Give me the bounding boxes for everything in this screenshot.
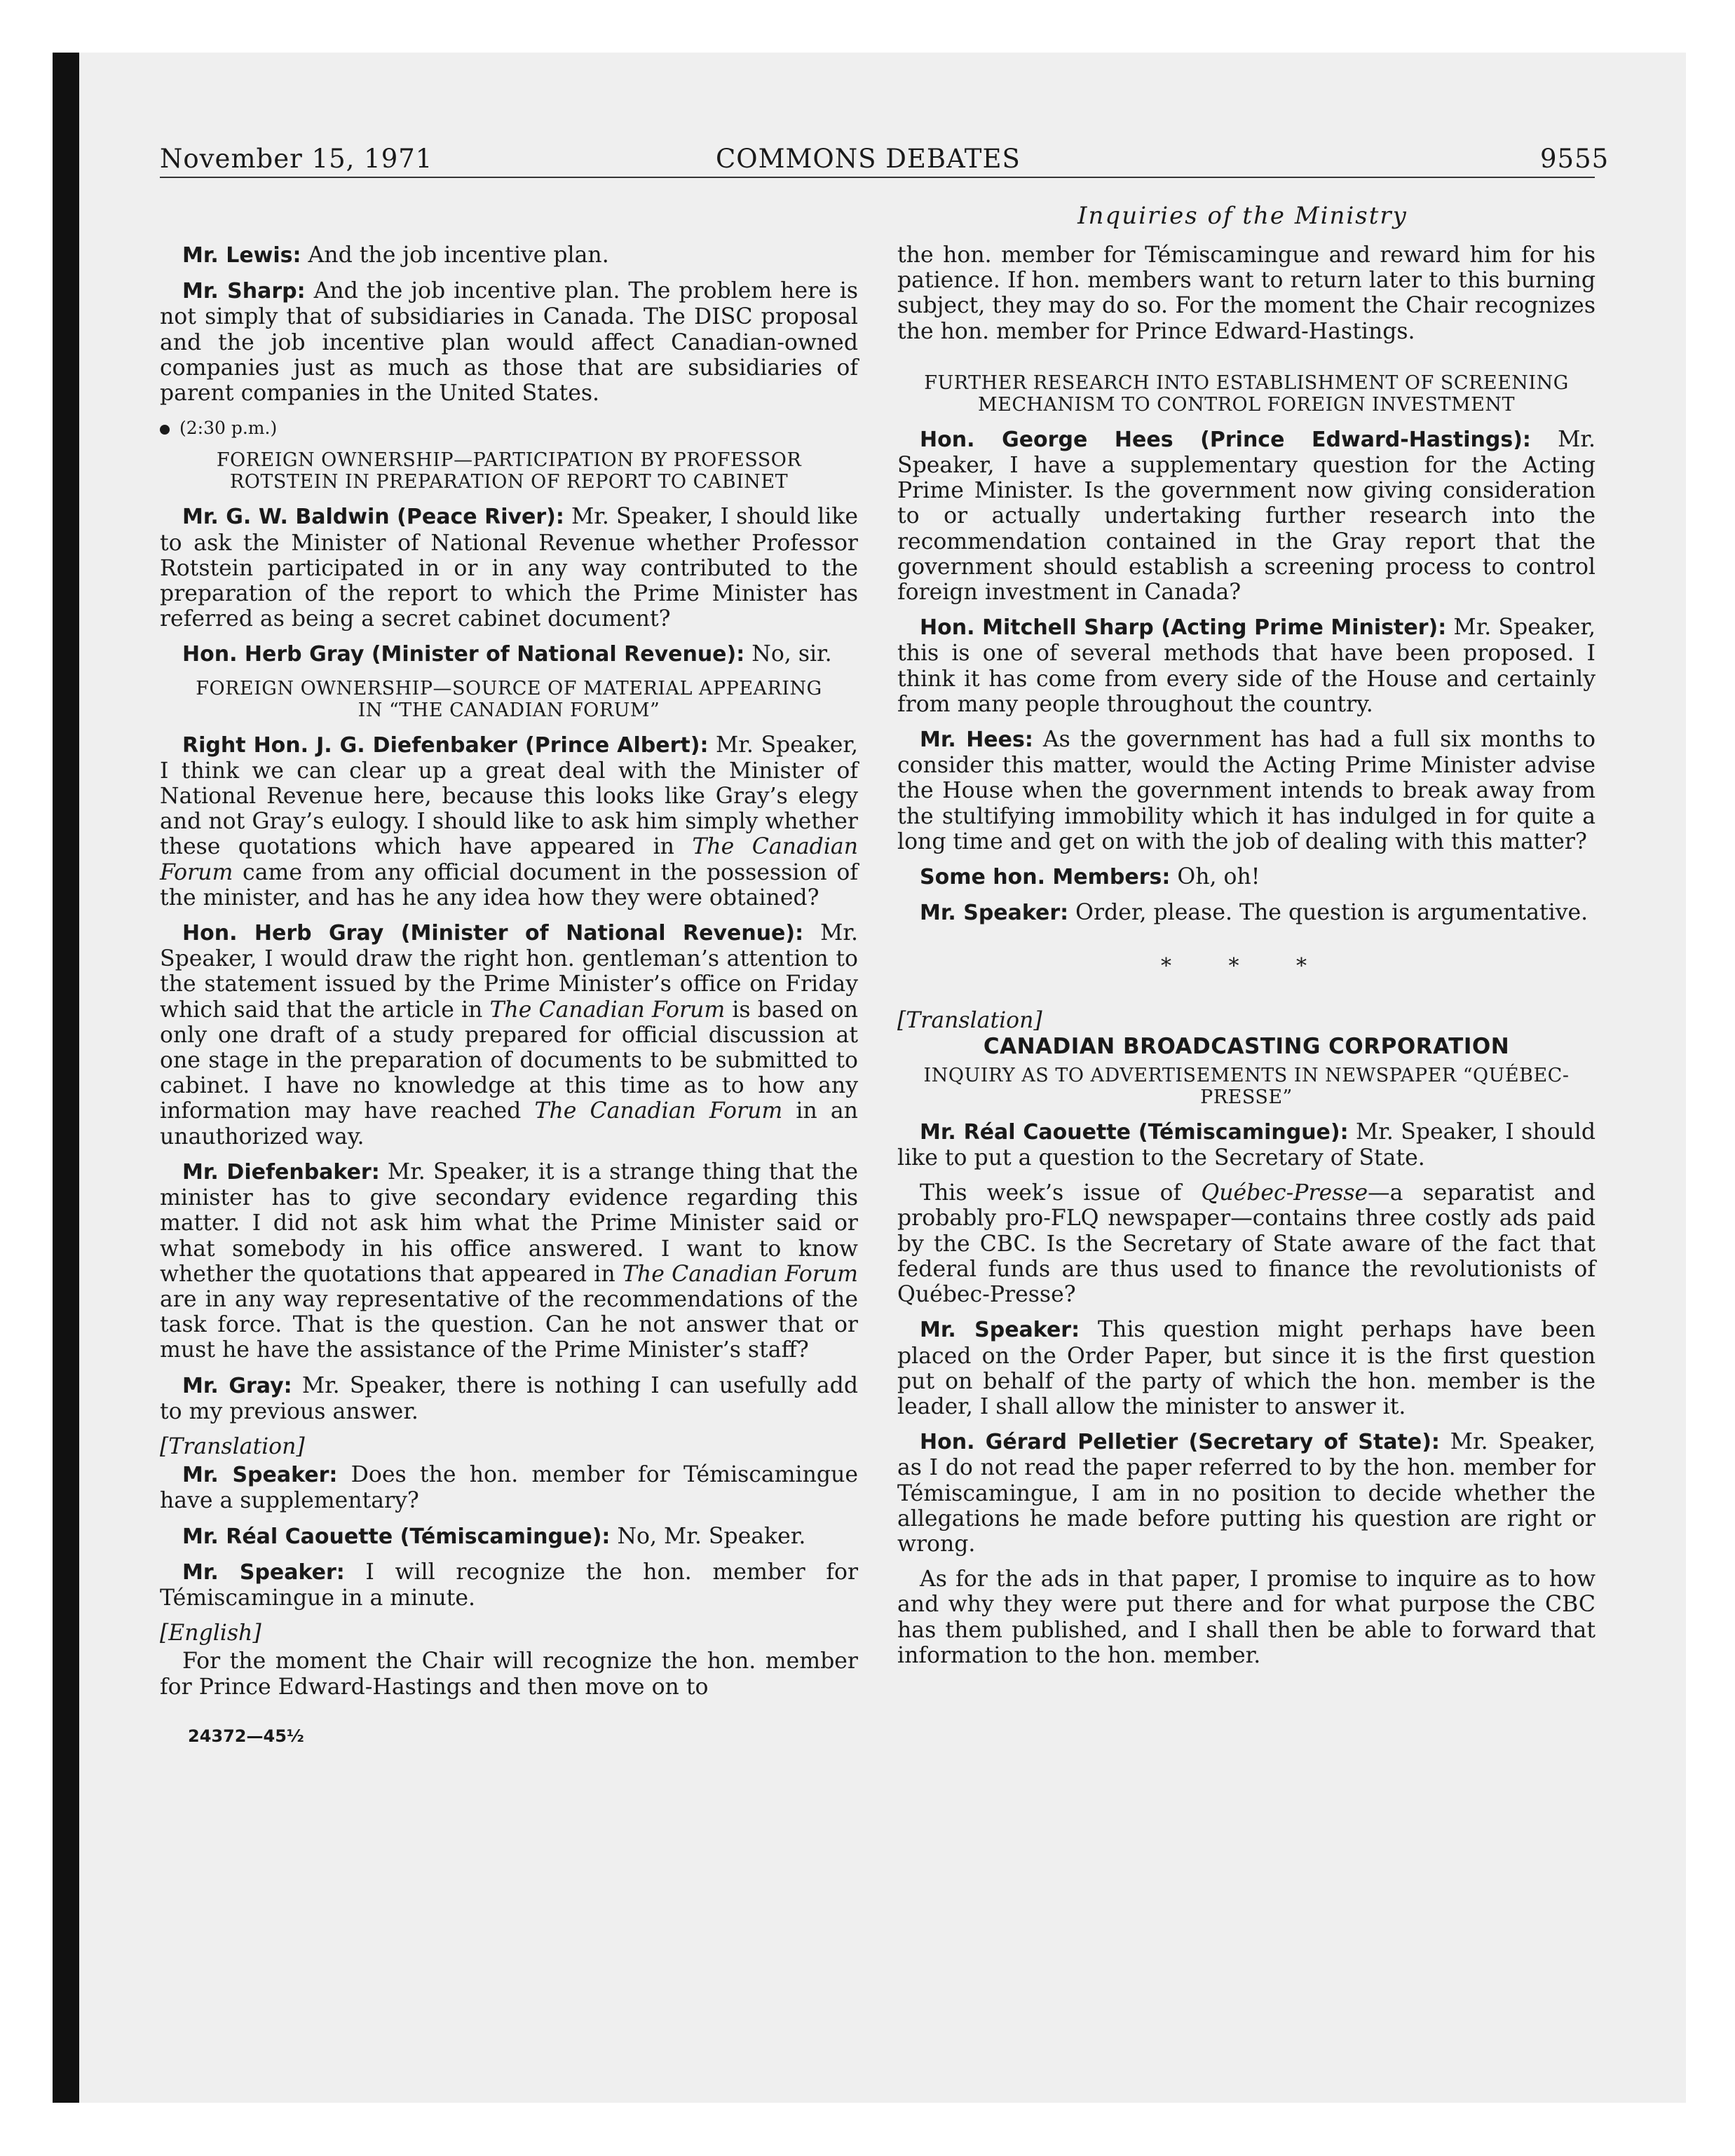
paragraph — [160, 243, 858, 268]
speaker-name: Mr. Speaker: — [182, 1560, 345, 1585]
speaker-name: Right Hon. J. G. Diefenbaker (Prince Albert): — [182, 732, 709, 758]
language-tag: [Translation] — [160, 1433, 305, 1459]
paragraph — [897, 1317, 1595, 1419]
paragraph — [160, 278, 858, 406]
speech-text: Mr. Speaker, this is one of several methods that have been proposed. I think it has come from every side of the House and certainly from many people throughout the country. — [897, 615, 1595, 717]
speaker-name: Hon. Gérard Pelletier (Secretary of State): — [920, 1430, 1440, 1455]
header-date: November 15, 1971 — [160, 144, 433, 174]
paragraph — [897, 727, 1595, 854]
publication-title: The Canadian Forum — [534, 1098, 783, 1124]
paragraph — [897, 864, 1595, 890]
publication-title: The Canadian Forum — [489, 997, 726, 1023]
paragraph — [160, 1462, 858, 1513]
header-page-number: 9555 — [1540, 144, 1610, 174]
speech-text: Mr. Speaker, I have a supplementary question for the Acting Prime Minister. Is the government now giving consideration to or actually undertaking further research into the recommendation contained in the Gray report that the government should establish a screening process to control foreign investment in Canada? — [897, 426, 1595, 606]
speaker-name: Mr. Sharp: — [182, 279, 306, 304]
speech-text: came from any official document in the possession of the minister, and has he any idea how they were obtained? — [160, 859, 858, 910]
speech-text: This week’s issue of — [920, 1180, 1202, 1206]
paragraph: the hon. member for Témiscamingue and reward him for his patience. If hon. members want to return later to this burning subject, they may do so. For the moment the Chair recognizes the hon. member for Prince Edward-Hastings. — [897, 243, 1595, 344]
speaker-name: Some hon. Members: — [920, 865, 1171, 890]
topic-heading: FURTHER RESEARCH INTO ESTABLISHMENT OF SCREENING MECHANISM TO CONTROL FOREIGN INVESTMENT — [924, 371, 1569, 416]
publication-title: Québec-Presse — [1201, 1180, 1368, 1206]
paragraph — [897, 427, 1595, 605]
speech-text: Mr. Speaker, it is a strange thing that the minister has to give secondary evidence regarding this matter. I did not ask him what the Prime Minister said or what somebody in his office answered. I want to know whether the quotations that appeared in — [160, 1159, 858, 1287]
speech-text: Mr. Speaker, there is nothing I can usefully add to my previous answer. — [160, 1372, 858, 1424]
paragraph — [160, 1524, 858, 1550]
paragraph — [160, 1159, 858, 1363]
paragraph: For the moment the Chair will recognize the hon. member for Prince Edward-Hastings and then move on to — [160, 1649, 858, 1700]
speech-text: Order, please. The question is argumentative. — [1068, 900, 1588, 926]
speech-text: in an unauthorized way. — [160, 1098, 858, 1149]
paragraph — [160, 1373, 858, 1424]
publication-title: The Canadian Forum — [622, 1261, 858, 1287]
speech-text: Does the hon. member for Témiscamingue have a supplementary? — [160, 1462, 859, 1514]
paragraph — [160, 732, 858, 910]
speaker-name: Hon. George Hees (Prince Edward-Hastings): — [920, 427, 1531, 452]
header-rule — [160, 177, 1595, 178]
paragraph — [160, 504, 858, 632]
paragraph — [160, 641, 858, 667]
binding-edge — [53, 53, 79, 2103]
language-tag: [Translation] — [897, 1007, 1042, 1033]
speech-text: Mr. Speaker, I should like to ask the Minister of National Revenue whether Professor Rotstein participated in or in any way contributed to the preparation of the report to which the Prime Minister has referred as being a secret cabinet document? — [160, 504, 858, 632]
paragraph — [897, 1180, 1595, 1307]
speaker-name: Hon. Herb Gray (Minister of National Revenue): — [182, 642, 745, 667]
speech-text: No, Mr. Speaker. — [610, 1523, 806, 1549]
speech-text: This question might perhaps have been placed on the Order Paper, but since it is the first question put on behalf of the party of which the hon. member is the leader, I shall allow the minister to answer it. — [897, 1317, 1595, 1419]
speech-text: As the government has had a full six months to consider this matter, would the Acting Prime Minister advise the House when the government intends to break away from the stultifying immobility which it has indulged in for quite a long time and get on with the job of dealing with this matter? — [897, 727, 1595, 854]
speaker-name: Mr. Gray: — [182, 1373, 292, 1398]
paragraph — [897, 1429, 1595, 1557]
speaker-name: Mr. Lewis: — [182, 243, 301, 268]
time-marker — [160, 416, 858, 441]
paragraph — [897, 615, 1595, 717]
speaker-name: Hon. Mitchell Sharp (Acting Prime Minister): — [920, 615, 1447, 641]
speech-text: Mr. Speaker, as I do not read the paper referred to by the hon. member for Témiscamingue, I am in no position to decide whether the allegations he made before putting his question are right or wrong. — [897, 1429, 1595, 1557]
speech-text: And the job incentive plan. The problem here is not simply that of subsidiaries in Canada. The DISC proposal and the job incentive plan would affect Canadian-owned companies just as much as those that are subsidiaries of parent companies in the United States. — [160, 278, 858, 407]
topic-heading: CANADIAN BROADCASTING CORPORATION — [983, 1033, 1510, 1059]
paragraph — [160, 1560, 858, 1611]
speaker-name: Mr. Speaker: — [182, 1463, 338, 1488]
bullet-icon — [160, 425, 170, 435]
speaker-name: Mr. Hees: — [920, 728, 1033, 753]
section-heading: Inquiries of the Ministry — [1077, 202, 1408, 230]
header-title: COMMONS DEBATES — [716, 144, 1021, 174]
topic-heading: FOREIGN OWNERSHIP—SOURCE OF MATERIAL APPEARING IN “THE CANADIAN FORUM” — [196, 677, 822, 721]
speaker-name: Hon. Herb Gray (Minister of National Revenue): — [182, 921, 804, 946]
section-separator: * * * — [1160, 954, 1333, 979]
right-column — [897, 243, 1595, 1678]
speech-text: are in any way representative of the recommendations of the task force. That is the question. Can he not answer that or must he have the assistance of the Prime Minister’s staff? — [160, 1286, 858, 1363]
paragraph — [897, 1119, 1595, 1171]
speech-text: Mr. Speaker, I think we can clear up a great deal with the Minister of National Revenue here, because this looks like Gray’s elegy and not Gray’s eulogy. I should like to ask him simply whether these quotations which have appeared in — [160, 732, 858, 860]
speech-text: And the job incentive plan. — [301, 243, 609, 268]
footer-code: 24372—45½ — [188, 1726, 304, 1746]
time-text: (2:30 p.m.) — [179, 418, 278, 439]
speech-text: Mr. Speaker, I should like to put a question to the Secretary of State. — [897, 1119, 1595, 1171]
speaker-name: Mr. Speaker: — [920, 901, 1069, 926]
language-tag: [English] — [160, 1621, 261, 1646]
speaker-name: Mr. G. W. Baldwin (Peace River): — [182, 505, 564, 530]
paragraph — [897, 900, 1595, 926]
topic-subheading: INQUIRY AS TO ADVERTISEMENTS IN NEWSPAPER “QUÉBEC-PRESSE” — [923, 1064, 1570, 1108]
speaker-name: Mr. Speaker: — [920, 1318, 1080, 1343]
speech-text: Oh, oh! — [1170, 864, 1260, 890]
paragraph: As for the ads in that paper, I promise to inquire as to how and why they were put there and for what purpose the CBC has them published, and I shall then be able to forward that information to the hon. member. — [897, 1567, 1595, 1668]
speech-text: is based on only one draft of a study prepared for official discussion at one stage in the preparation of documents to be submitted to cabinet. I have no knowledge at this time as to how any information may have reached — [160, 997, 858, 1124]
paragraph — [160, 920, 858, 1149]
topic-heading: FOREIGN OWNERSHIP—PARTICIPATION BY PROFESSOR ROTSTEIN IN PREPARATION OF REPORT TO CABINET — [216, 449, 802, 493]
speech-text: No, sir. — [744, 641, 832, 667]
speaker-name: Mr. Réal Caouette (Témiscamingue): — [182, 1524, 611, 1549]
left-column — [160, 243, 858, 1749]
speech-text: —a separatist and probably pro-FLQ newspaper—contains three costly ads paid by the CBC. Is the Secretary of State aware of the fact that federal funds are thus used to finance the revolutionists of Québec-Presse? — [897, 1180, 1596, 1308]
speaker-name: Mr. Réal Caouette (Témiscamingue): — [920, 1119, 1349, 1145]
speaker-name: Mr. Diefenbaker: — [182, 1159, 380, 1185]
speech-text: Mr. Speaker, I would draw the right hon. gentleman’s attention to the statement issued by the Prime Minister’s office on Friday which said that the article in — [160, 920, 858, 1023]
speech-text: I will recognize the hon. member for Témiscamingue in a minute. — [160, 1559, 858, 1611]
publication-title: The Canadian Forum — [160, 834, 858, 885]
